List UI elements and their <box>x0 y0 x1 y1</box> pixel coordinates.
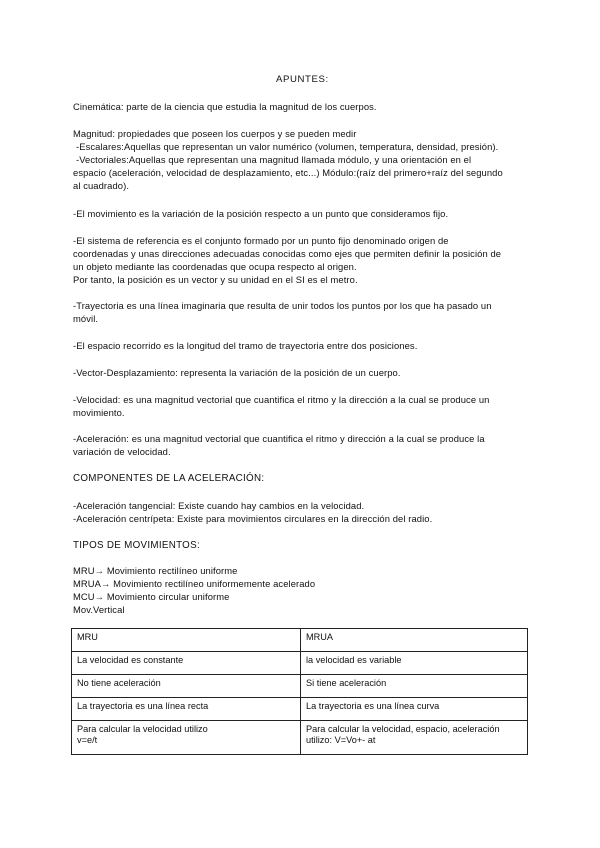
item-mov-vertical: Mov.Vertical <box>73 604 125 615</box>
table-cell-line: Para calcular la velocidad utilizo <box>77 724 208 734</box>
paragraph-sistema-line3: un objeto mediante las coordenadas que ocupa respecto al origen. <box>73 261 357 272</box>
table-cell-line: utilizo: V=Vo+- at <box>306 735 376 745</box>
table-cell-line: v=e/t <box>77 735 98 745</box>
table-cell: la velocidad es variable <box>301 652 528 675</box>
paragraph-vector-desplazamiento: -Vector-Desplazamiento: representa la variación de la posición de un cuerpo. <box>73 367 401 378</box>
paragraph-vectoriales-line1: -Vectoriales:Aquellas que representan una magnitud llamada módulo, y una orientación en el <box>76 154 472 165</box>
heading-componentes: COMPONENTES DE LA ACELERACIÓN: <box>73 473 265 484</box>
table-cell: La trayectoria es una línea recta <box>72 698 301 721</box>
item-mcu: MCU→ Movimiento circular uniforme <box>73 591 230 602</box>
item-aceleracion-tangencial: -Aceleración tangencial: Existe cuando hay cambios en la velocidad. <box>73 500 365 511</box>
paragraph-sistema-line1: -El sistema de referencia es el conjunto formado por un punto fijo denominado origen de <box>73 235 449 246</box>
table-cell: Si tiene aceleración <box>301 675 528 698</box>
table-row <box>72 652 528 675</box>
paragraph-sistema-line4: Por tanto, la posición es un vector y su unidad en el SI es el metro. <box>73 274 358 285</box>
heading-tipos-movimientos: TIPOS DE MOVIMIENTOS: <box>73 540 200 551</box>
paragraph-velocidad-line1: -Velocidad: es una magnitud vectorial que cuantifica el ritmo y la dirección a la cual se produce un <box>73 394 490 405</box>
table-cell <box>72 721 301 755</box>
table-cell: La trayectoria es una línea curva <box>301 698 528 721</box>
paragraph-vectoriales-line2: espacio (aceleración, velocidad de desplazamiento, etc...) Módulo:(raíz del primero+raíz del segundo <box>73 167 503 178</box>
table-row <box>72 721 528 755</box>
paragraph-trayectoria-line2: móvil. <box>73 313 99 324</box>
table-row <box>72 675 528 698</box>
comparison-table <box>71 628 528 755</box>
paragraph-espacio: -El espacio recorrido es la longitud del tramo de trayectoria entre dos posiciones. <box>73 340 418 351</box>
page-title: APUNTES: <box>276 74 329 85</box>
item-aceleracion-centripeta: -Aceleración centrípeta: Existe para movimientos circulares en la dirección del radio. <box>73 513 433 524</box>
table-cell <box>301 721 528 755</box>
item-mru: MRU→ Movimiento rectilíneo uniforme <box>73 565 238 576</box>
paragraph-trayectoria-line1: -Trayectoria es una línea imaginaria que resulta de unir todos los puntos por los que ha pasado un <box>73 300 492 311</box>
paragraph-cinematica: Cinemática: parte de la ciencia que estudia la magnitud de los cuerpos. <box>73 101 377 112</box>
table-header-cell: MRU <box>72 629 301 652</box>
paragraph-aceleracion-line2: variación de velocidad. <box>73 446 171 457</box>
paragraph-sistema-line2: coordenadas y unas direcciones adecuadas conocidas como ejes que permiten definir la posición de <box>73 248 502 259</box>
table-cell: La velocidad es constante <box>72 652 301 675</box>
paragraph-escalares: -Escalares:Aquellas que representan un valor numérico (volumen, temperatura, densidad, presión). <box>76 141 499 152</box>
table-header-row <box>72 629 528 652</box>
paragraph-vectoriales-line3: al cuadrado). <box>73 180 130 191</box>
table-row <box>72 698 528 721</box>
paragraph-movimiento: -El movimiento es la variación de la posición respecto a un punto que consideramos fijo. <box>73 208 449 219</box>
table-cell-line: Para calcular la velocidad, espacio, aceleración <box>306 724 500 734</box>
paragraph-magnitud: Magnitud: propiedades que poseen los cuerpos y se pueden medir <box>73 128 357 139</box>
table-header-cell: MRUA <box>301 629 528 652</box>
table-cell: No tiene aceleración <box>72 675 301 698</box>
paragraph-velocidad-line2: movimiento. <box>73 407 125 418</box>
paragraph-aceleracion-line1: -Aceleración: es una magnitud vectorial que cuantifica el ritmo y dirección a la cual se produce la <box>73 433 485 444</box>
item-mrua: MRUA→ Movimiento rectilíneo uniformemente acelerado <box>73 578 316 589</box>
